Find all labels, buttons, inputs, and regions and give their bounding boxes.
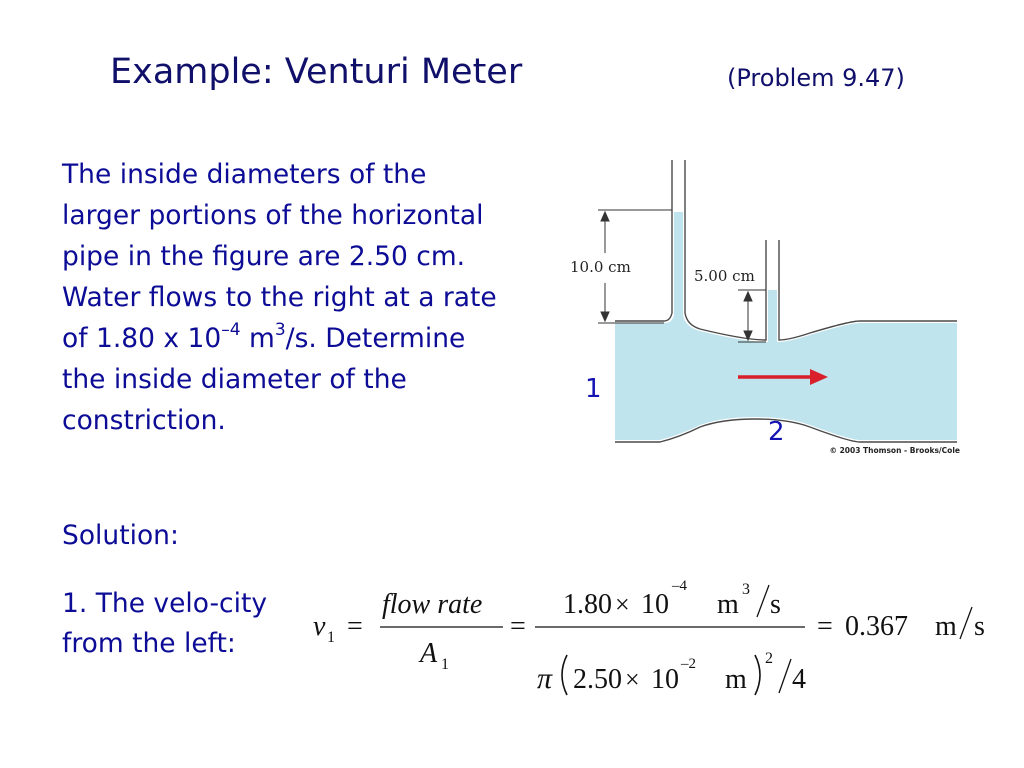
eq-pi: π <box>537 662 553 695</box>
eq-result-value: 0.367 <box>845 611 908 642</box>
eq-den-power: 2 <box>765 650 773 667</box>
water-body <box>615 212 957 440</box>
problem-statement <box>62 154 502 441</box>
eq-num-mantissa: 1.80 <box>563 589 612 620</box>
eq-num-exponent: –4 <box>672 578 687 594</box>
problem-text-part1: The inside diameters of the larger portions of the horizontal pipe in the figure are 2.50 cm. Water flows to the right at a rate of 1.80 x 10 <box>62 159 497 354</box>
dimension-label-5cm: 5.00 cm <box>694 267 755 285</box>
eq-den-base: 10 <box>651 664 679 695</box>
problem-exponent-2: 3 <box>274 320 286 341</box>
eq-num-unit-exponent: 3 <box>742 581 750 598</box>
eq-num-per-s: s <box>770 589 781 620</box>
section-label-1: 1 <box>585 374 602 404</box>
eq-den-divisor: 4 <box>792 664 806 695</box>
eq-num-base: 10 <box>641 589 669 620</box>
eq-den-mantissa: 2.50 <box>573 664 622 695</box>
eq-equals-1: = <box>347 611 363 642</box>
step-1-text: 1. The velo-city from the left: <box>62 588 268 659</box>
problem-number: (Problem 9.47) <box>727 64 905 92</box>
eq-area-sub: 1 <box>441 656 449 673</box>
problem-text-part2: m <box>240 323 275 354</box>
copyright-notice: © 2003 Thomson - Brooks/Cole <box>829 446 960 455</box>
eq-num-unit: m <box>717 589 739 620</box>
eq-den-unit: m <box>725 664 747 695</box>
eq-num-times: × <box>615 590 630 619</box>
dimension-label-10cm: 10.0 cm <box>570 258 631 276</box>
problem-exponent-1: –4 <box>221 320 241 341</box>
eq-den-times: × <box>625 665 640 694</box>
eq-v: v <box>313 611 326 642</box>
venturi-figure <box>560 155 965 460</box>
slide-title: Example: Venturi Meter <box>110 52 523 92</box>
eq-area: A <box>420 638 438 669</box>
eq-result-unit-m: m <box>935 611 957 642</box>
solution-label: Solution: <box>62 520 179 551</box>
eq-flow-rate: flow rate <box>382 589 483 620</box>
velocity-equation <box>305 565 1005 715</box>
problem-text-part3: /s. Determine the inside diameter of the constriction. <box>62 323 466 436</box>
eq-equals-3: = <box>817 611 833 642</box>
eq-v-sub: 1 <box>327 629 335 646</box>
eq-den-exponent: –2 <box>681 656 696 672</box>
section-label-2: 2 <box>768 417 785 447</box>
eq-equals-2: = <box>510 611 526 642</box>
eq-result-unit-s: s <box>974 611 985 642</box>
